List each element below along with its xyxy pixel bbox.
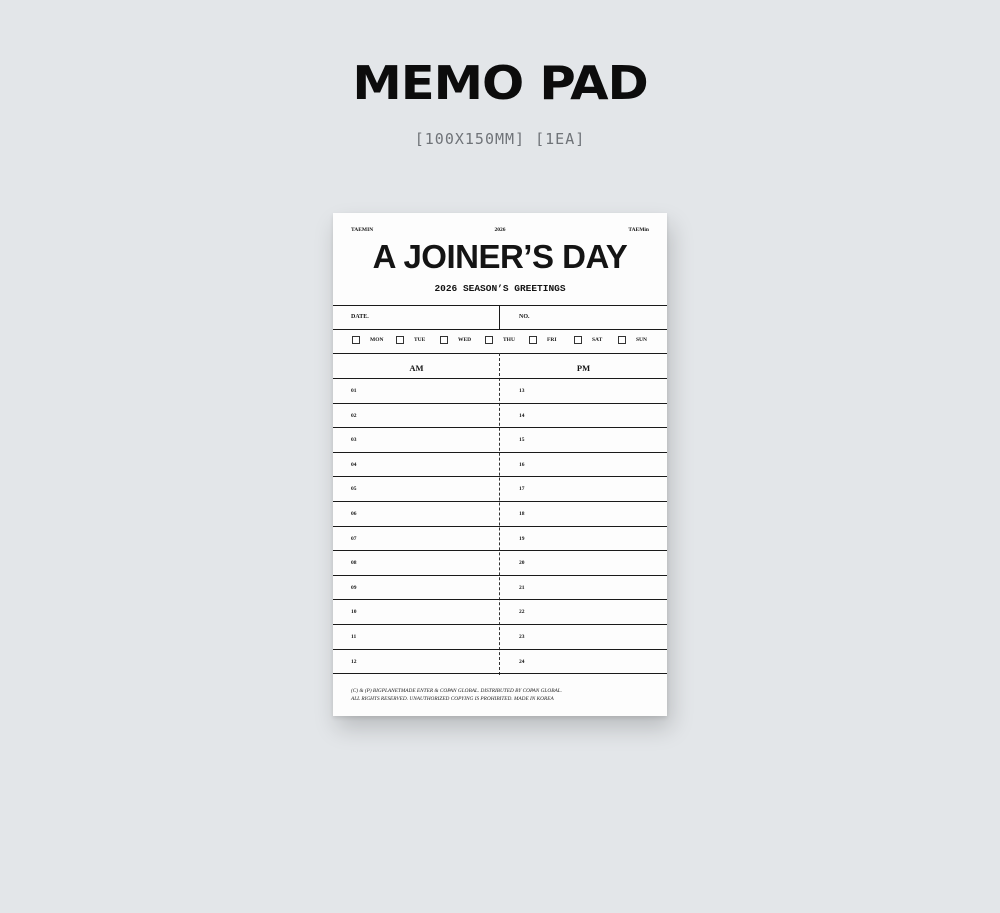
am-hour-label: 04 [351,461,357,468]
checkbox-wed[interactable] [440,336,448,344]
checkbox-sat[interactable] [574,336,582,344]
page-subtitle: [100X150MM] [1EA] [414,130,586,148]
row-divider [333,599,667,600]
pm-column-header: PM [576,363,591,373]
row-divider [333,550,667,551]
weekday-label: TUE [414,337,426,343]
weekday-label: WED [458,337,472,343]
divider [333,353,667,354]
checkbox-mon[interactable] [352,336,360,344]
row-divider [333,403,667,404]
pm-hour-label: 13 [519,388,525,394]
row-divider [333,673,667,674]
page-title: MEMO PAD [352,56,648,110]
date-label: DATE. [351,314,369,320]
no-label: NO. [519,314,530,320]
row-divider [333,501,667,502]
am-hour-label: 01 [351,388,357,394]
weekday-label: SUN [636,337,648,343]
pad-subtitle: 2026 SEASON’S GREETINGS [434,283,566,294]
pad-title: A JOINER’S DAY [372,238,628,275]
divider [499,305,500,329]
pm-hour-label: 15 [519,437,525,444]
row-divider [333,624,667,625]
divider [333,378,667,379]
footer-line: ALL RIGHTS RESERVED. UNAUTHORIZED COPYING IS PROHIBITED. MADE IN KOREA [351,696,554,702]
divider [333,305,667,306]
pm-hour-label: 18 [519,511,525,517]
column-divider [499,353,500,675]
weekday-label: THU [503,337,515,343]
row-divider [333,526,667,527]
row-divider [333,452,667,453]
am-hour-label: 10 [351,609,357,616]
pm-hour-label: 16 [519,461,525,468]
pm-hour-label: 23 [519,634,525,640]
pad-top-center-text: 2026 [494,227,506,233]
checkbox-thu[interactable] [485,336,493,344]
checkbox-fri[interactable] [529,336,537,344]
pm-hour-label: 17 [519,486,525,493]
pm-hour-label: 20 [519,560,525,567]
row-divider [333,427,667,428]
copyright-footer [351,687,651,703]
row-divider [333,575,667,576]
am-hour-label: 02 [351,412,357,419]
checkbox-sun[interactable] [618,336,626,344]
checkbox-tue[interactable] [396,336,404,344]
am-hour-label: 05 [351,486,357,493]
am-hour-label: 11 [351,634,357,640]
am-hour-label: 09 [351,584,357,591]
pm-hour-label: 19 [519,535,525,542]
am-hour-label: 12 [351,658,357,665]
row-divider [333,649,667,650]
weekday-label: MON [370,337,384,343]
pm-hour-label: 24 [519,658,525,665]
footer-line: (C) & (P) BIGPLANETMADE ENTER & COPAN GLOBAL. DISTRIBUTED BY COPAN GLOBAL. [351,688,562,694]
row-divider [333,476,667,477]
weekday-label: FRI [547,337,557,343]
am-column-header: AM [409,363,424,373]
weekday-label: SAT [592,337,603,343]
memo-pad [333,213,667,716]
am-hour-label: 03 [351,437,357,444]
divider [333,329,667,330]
am-hour-label: 07 [351,535,357,542]
pm-hour-label: 21 [519,584,525,591]
am-hour-label: 06 [351,511,357,517]
pm-hour-label: 14 [519,412,525,419]
pm-hour-label: 22 [519,609,525,616]
pad-top-left-text: TAEMIN [351,227,374,233]
am-hour-label: 08 [351,560,357,567]
pad-top-right-text: TAEMin [628,227,649,233]
